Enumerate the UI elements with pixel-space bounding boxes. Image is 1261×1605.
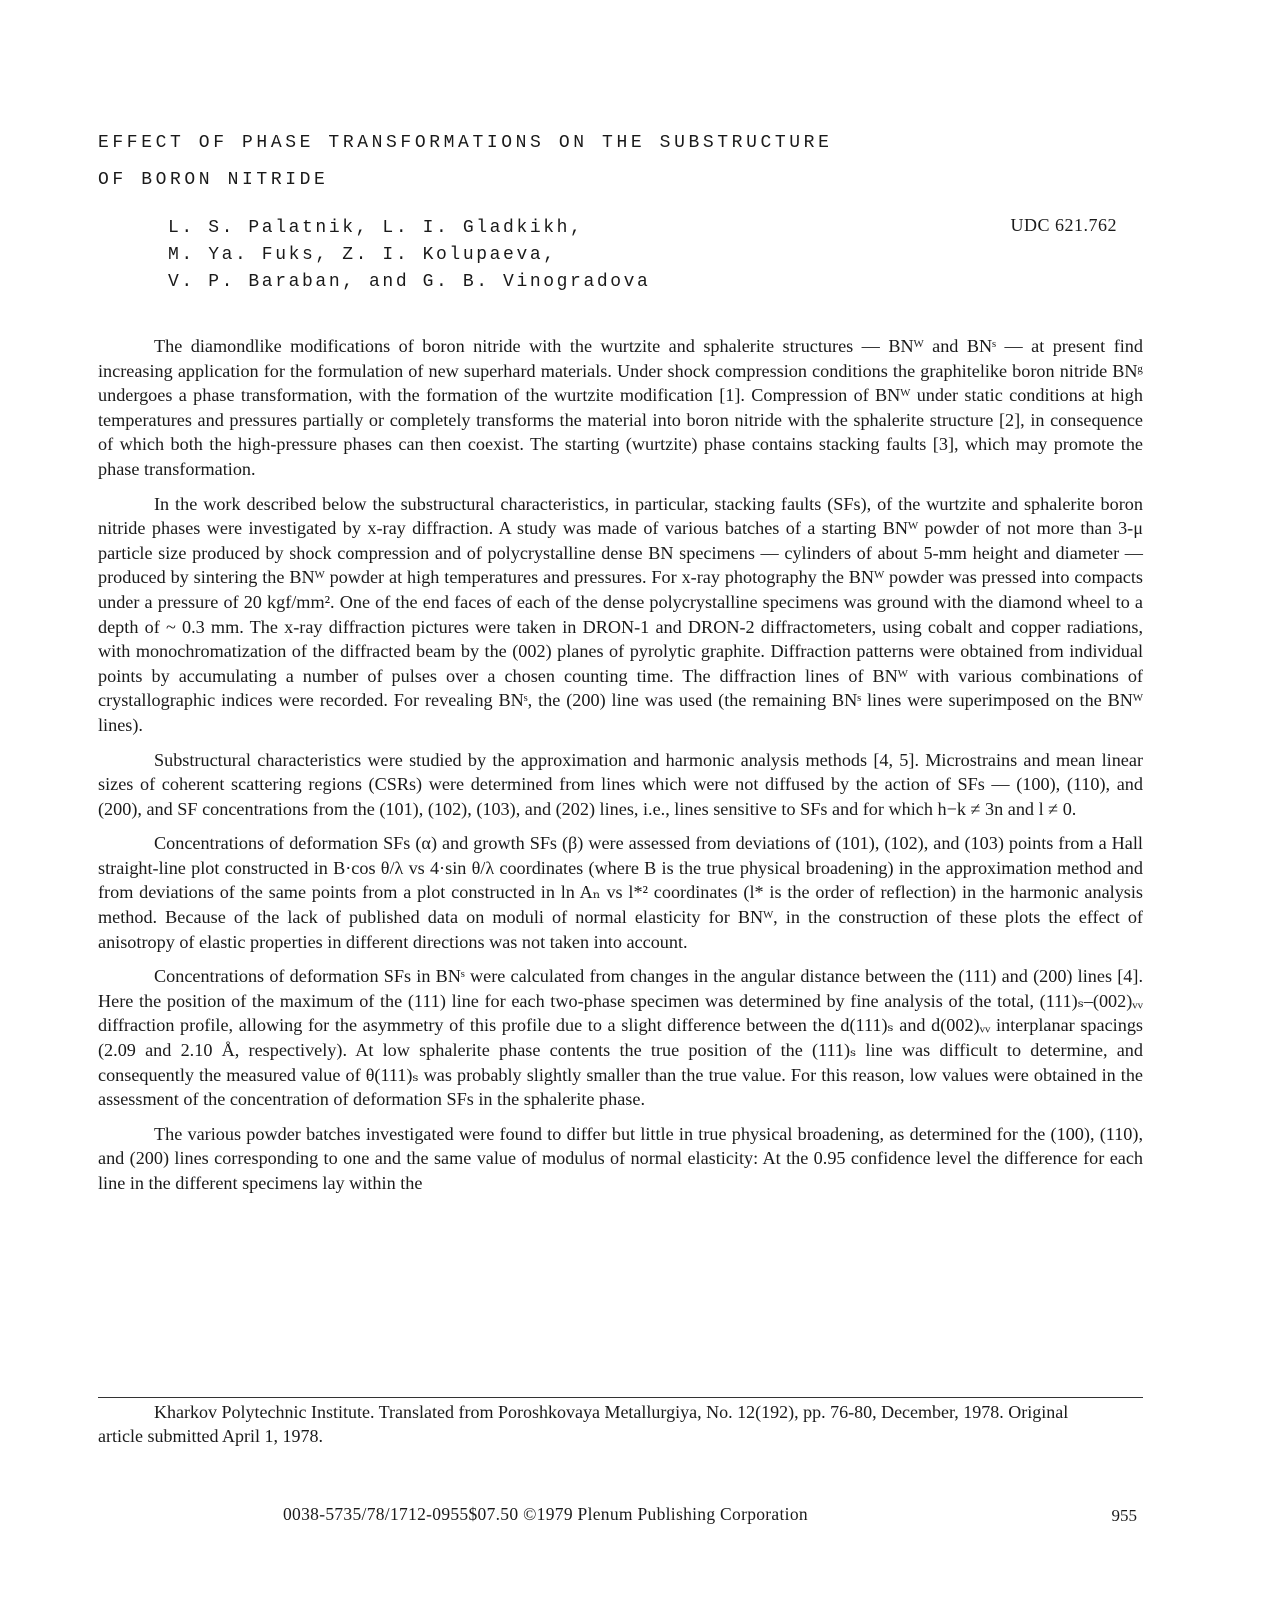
paragraph: The diamondlike modifications of boron nitride with the wurtzite and sphalerite structures — BNᵂ and BNˢ — at present find increasing application for the formulation of new superhard materials. Under shock compression conditions the graphitelike boron nitride BNᵍ undergoes a phase transformation, with the formation of the wurtzite modification [1]. Compression of BNᵂ under static conditions at high temperatures and pressures partially or completely transforms the material into boron nitride with the sphalerite structure [2], in consequence of which both the high-pressure phases can then coexist. The starting (wurtzite) phase contains stacking faults [3], which may promote the phase transformation.	[98, 336, 1143, 479]
paper-title-line-2: OF BORON NITRIDE	[98, 170, 329, 190]
footnote-divider	[98, 1397, 1143, 1398]
author-line: V. P. Baraban, and G. B. Vinogradova	[168, 272, 651, 292]
author-line: M. Ya. Fuks, Z. I. Kolupaeva,	[168, 245, 557, 265]
author-list	[168, 215, 650, 296]
footnote: Kharkov Polytechnic Institute. Translated from Poroshkovaya Metallurgiya, No. 12(192), pp. 76-80, December, 1978. Original article submitted April 1, 1978.	[98, 1402, 1069, 1446]
article-body	[98, 334, 1143, 1206]
copyright-line: 0038-5735/78/1712-0955$07.50 ©1979 Plenum Publishing Corporation	[283, 1504, 808, 1524]
author-line: L. S. Palatnik, L. I. Gladkikh,	[168, 218, 584, 238]
paragraph: Concentrations of deformation SFs in BNˢ were calculated from changes in the angular distance between the (111) and (200) lines [4]. Here the position of the maximum of the (111) line for each two-phase specimen was determined by fine analysis of the total, (111)ₛ–(002)ᵥᵥ diffraction profile, allowing for the asymmetry of this profile due to a slight difference between the d(111)ₛ and d(002)ᵥᵥ interplanar spacings (2.09 and 2.10 Å, respectively). At low sphalerite phase contents the true position of the (111)ₛ line was difficult to determine, and consequently the measured value of θ(111)ₛ was probably slightly smaller than the true value. For this reason, low values were obtained in the assessment of the concentration of deformation SFs in the sphalerite phase.	[98, 966, 1143, 1110]
paragraph: The various powder batches investigated were found to differ but little in true physical broadening, as determined for the (100), (110), and (200) lines corresponding to one and the same value of modulus of normal elasticity: At the 0.95 confidence level the difference for each line in the different specimens lay within the	[98, 1123, 1143, 1193]
page-number: 955	[1111, 1506, 1137, 1525]
paragraph: Concentrations of deformation SFs (α) and growth SFs (β) were assessed from deviations of (101), (102), and (103) points from a Hall straight-line plot constructed in B·cos θ/λ vs 4·sin θ/λ coordinates (where B is the true physical broadening) in the approximation method and from deviations of the same points from a plot constructed in ln Aₙ vs l*² coordinates (l* is the order of reflection) in the harmonic analysis method. Because of the lack of published data on moduli of normal elasticity for BNᵂ, in the construction of these plots the effect of anisotropy of elastic properties in different directions was not taken into account.	[98, 833, 1143, 952]
paper-title-line-1: EFFECT OF PHASE TRANSFORMATIONS ON THE SUBSTRUCTURE	[98, 133, 833, 153]
udc-code: UDC 621.762	[1010, 215, 1117, 235]
paragraph: Substructural characteristics were studied by the approximation and harmonic analysis methods [4, 5]. Microstrains and mean linear sizes of coherent scattering regions (CSRs) were determined from lines which were not diffused by the action of SFs — (100), (110), and (200), and SF concentrations from the (101), (102), (103), and (202) lines, i.e., lines sensitive to SFs and for which h−k ≠ 3n and l ≠ 0.	[98, 749, 1143, 819]
paragraph: In the work described below the substructural characteristics, in particular, stacking faults (SFs), of the wurtzite and sphalerite boron nitride phases were investigated by x-ray diffraction. A study was made of various batches of a starting BNᵂ powder of not more than 3-μ particle size produced by shock compression and of polycrystalline dense BN specimens — cylinders of about 5-mm height and diameter — produced by sintering the BNᵂ powder at high temperatures and pressures. For x-ray photography the BNᵂ powder was pressed into compacts under a pressure of 20 kgf/mm². One of the end faces of each of the dense polycrystalline specimens was ground with the diamond wheel to a depth of ~ 0.3 mm. The x-ray diffraction pictures were taken in DRON-1 and DRON-2 diffractometers, using cobalt and copper radiations, with monochromatization of the diffracted beam by the (002) planes of pyrolytic graphite. Diffraction patterns were obtained from individual points by accumulating a number of pulses over a chosen counting time. The diffraction lines of BNᵂ with various combinations of crystallographic indices were recorded. For revealing BNˢ, the (200) line was used (the remaining BNˢ lines were superimposed on the BNᵂ lines).	[98, 493, 1143, 735]
